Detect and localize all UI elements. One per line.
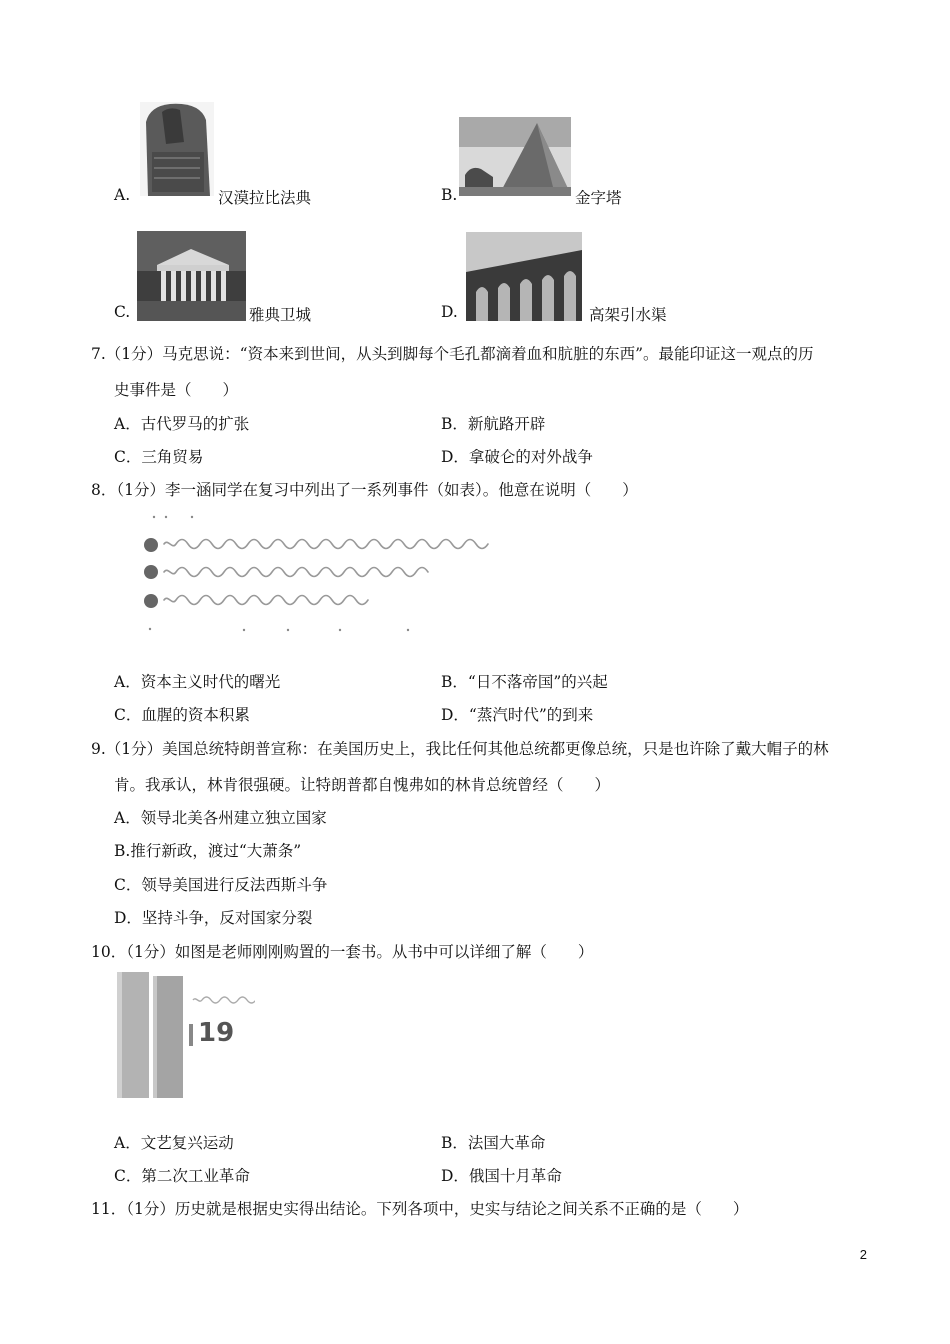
q9-stem-line2: 肯。我承认，林肯很强硬。让特朗普都自愧弗如的林肯总统曾经（ ） [114, 776, 611, 794]
aqueduct-image [466, 232, 582, 321]
q10-book-set-image [113, 970, 255, 1101]
q8-option-d[interactable]: D．“蒸汽时代”的到来 [441, 706, 594, 724]
q7-stem-line2: 史事件是（ ） [114, 381, 239, 399]
q10-option-b[interactable]: B．法国大革命 [441, 1134, 546, 1152]
q9-option-d[interactable]: D．坚持斗争，反对国家分裂 [114, 909, 313, 927]
page-number: 2 [859, 1247, 867, 1262]
q7-option-d[interactable]: D．拿破仑的对外战争 [441, 448, 593, 466]
q9-option-a[interactable]: A．领导北美各州建立独立国家 [114, 809, 327, 827]
parthenon-icon [137, 231, 246, 321]
q9-stem-line1: 9.（1分）美国总统特朗普宣称：在美国历史上，我比任何其他总统都更像总统，只是也许除了戴大帽子的林 [91, 740, 829, 758]
option-d-letter: D. [441, 303, 458, 321]
q9-option-c[interactable]: C．领导美国进行反法西斯斗争 [114, 876, 328, 894]
option-b-letter: B. [441, 186, 458, 204]
handwritten-list-icon [140, 514, 500, 636]
q8-events-table-image [140, 514, 500, 636]
q8-option-a[interactable]: A．资本主义时代的曙光 [114, 673, 281, 691]
q10-stem: 10．（1分）如图是老师刚刚购置的一套书。从书中可以详细了解（ ） [91, 943, 594, 961]
pyramid-sphinx-icon [459, 117, 571, 196]
q8-option-b[interactable]: B．“日不落帝国”的兴起 [441, 673, 608, 691]
q7-option-c[interactable]: C．三角贸易 [114, 448, 204, 466]
option-a-label: 汉漠拉比法典 [218, 189, 312, 207]
q10-option-a[interactable]: A．文艺复兴运动 [114, 1134, 234, 1152]
q9-option-b[interactable]: B.推行新政，渡过“大萧条” [114, 842, 302, 860]
stone-stele-icon [140, 102, 214, 196]
q10-option-c[interactable]: C．第二次工业革命 [114, 1167, 250, 1185]
q7-option-b[interactable]: B．新航路开辟 [441, 415, 546, 433]
aqueduct-icon [466, 232, 582, 321]
option-a-letter: A. [114, 186, 131, 204]
option-c-letter: C. [114, 303, 131, 321]
option-d-label: 高架引水渠 [589, 306, 667, 324]
book-spine-number: 19 [198, 1018, 235, 1048]
stele-image [140, 102, 214, 196]
option-b-label: 金字塔 [575, 189, 622, 207]
q11-stem: 11．（1分）历史就是根据史实得出结论。下列各项中，史实与结论之间关系不正确的是（ ） [91, 1200, 749, 1218]
option-c-label: 雅典卫城 [249, 306, 312, 324]
parthenon-image [137, 231, 246, 321]
q7-stem-line1: 7.（1分）马克思说：“资本来到世间，从头到脚每个毛孔都滴着血和肮脏的东西”。最能印证这一观点的历 [91, 345, 814, 363]
q7-option-a[interactable]: A．古代罗马的扩张 [114, 415, 250, 433]
q10-option-d[interactable]: D．俄国十月革命 [441, 1167, 562, 1185]
q8-stem: 8．（1分）李一涵同学在复习中列出了一系列事件（如表）。他意在说明（ ） [91, 481, 638, 499]
q8-option-c[interactable]: C．血腥的资本积累 [114, 706, 250, 724]
pyramid-image [459, 117, 571, 196]
